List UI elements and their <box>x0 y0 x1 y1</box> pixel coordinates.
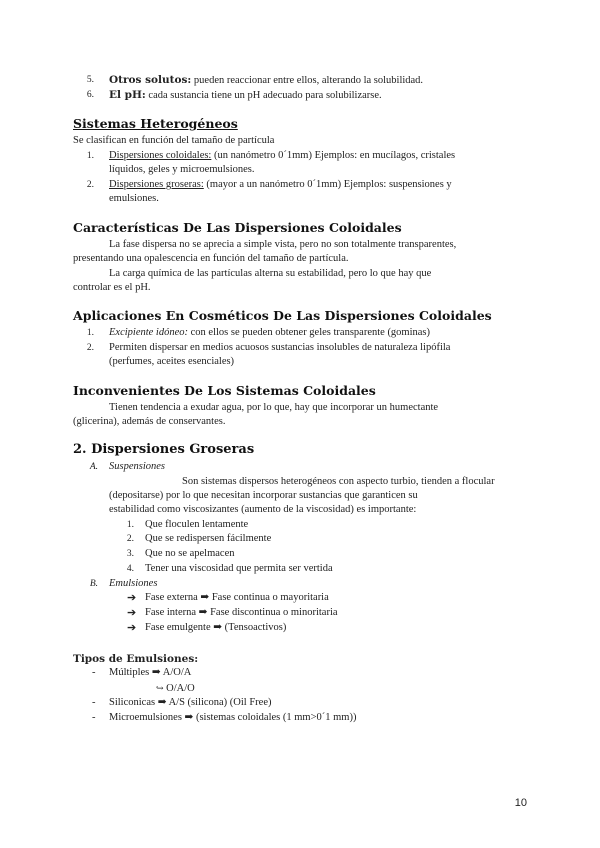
paragraph-text: Se clasifican en función del tamaño de partícula <box>73 135 275 146</box>
list-number: 2. <box>126 534 134 544</box>
list-item: Fase emulgente ➡ (Tensoactivos) <box>145 622 287 633</box>
section-heading-aplicaciones: Aplicaciones En Cosméticos De Las Dispersiones Coloidales <box>73 308 492 323</box>
list-text: pueden reaccionar entre ellos, alterando la solubilidad. <box>191 75 424 86</box>
page-number: 10 <box>514 797 527 809</box>
list-text: (un nanómetro 0´1mm) Ejemplos: en mucílagos, cristales <box>211 150 456 161</box>
list-number: 2. <box>86 180 94 190</box>
paragraph-text: controlar es el pH. <box>73 282 151 293</box>
section-heading-caracteristicas: Características De Las Dispersiones Coloidales <box>73 220 402 235</box>
section-heading-groseras: 2. Dispersiones Groseras <box>73 442 255 457</box>
list-item: Permiten dispersar en medios acuosos sustancias insolubles de naturaleza lipófila <box>109 342 451 353</box>
arrow-bullet-icon: ➔ <box>127 622 137 634</box>
list-term: Dispersiones groseras: <box>109 179 204 190</box>
list-item: Tener una viscosidad que permita ser vertida <box>145 563 333 574</box>
dash-bullet: - <box>92 697 96 708</box>
list-item-continuation: (perfumes, aceites esenciales) <box>109 356 235 367</box>
paragraph-text: La carga química de las partículas alterna su estabilidad, pero lo que hay que <box>109 268 432 279</box>
dash-bullet: - <box>92 667 96 678</box>
list-term: El pH: <box>109 89 146 101</box>
list-item: Siliconicas ➡ A/S (silicona) (Oil Free) <box>109 697 272 708</box>
paragraph-text: presentando una opalescencia en función del tamaño de partícula. <box>73 253 349 264</box>
heavy-arrow-icon: ➡ <box>200 592 210 603</box>
list-item-continuation: líquidos, geles y microemulsiones. <box>109 164 255 175</box>
list-item <box>109 88 382 103</box>
list-number: 4. <box>126 564 134 574</box>
list-number: 1. <box>86 328 94 338</box>
dash-bullet: - <box>92 712 96 723</box>
list-item: Fase externa ➡ Fase continua o mayoritaria <box>145 592 329 603</box>
list-item <box>109 73 423 88</box>
list-number: 2. <box>86 343 94 353</box>
list-item: Que floculen lentamente <box>145 519 249 530</box>
list-number: 6. <box>86 90 94 100</box>
paragraph-text: Tienen tendencia a exudar agua, por lo que, hay que incorporar un humectante <box>109 402 439 413</box>
list-text: (mayor a un nanómetro 0´1mm) Ejemplos: suspensiones y <box>203 179 452 190</box>
paragraph-text: Son sistemas dispersos heterogéneos con aspecto turbio, tienden a flocular <box>182 476 495 487</box>
list-number: 5. <box>86 75 94 85</box>
list-item <box>109 326 430 340</box>
subsection-title-emulsiones: Emulsiones <box>109 578 158 589</box>
list-number: 3. <box>126 549 134 559</box>
list-letter: A. <box>89 462 98 472</box>
list-term: Otros solutos: <box>109 74 192 86</box>
paragraph-text: (glicerina), además de conservantes. <box>73 416 226 427</box>
arrow-bullet-icon: ➔ <box>127 607 137 619</box>
list-number: 1. <box>126 520 134 530</box>
heavy-arrow-icon: ➡ <box>198 607 208 618</box>
list-item: ↪ O/A/O <box>156 683 195 694</box>
return-arrow-icon: ↪ <box>156 683 164 693</box>
list-letter: B. <box>89 579 98 589</box>
list-term: Dispersiones coloidales: <box>109 150 212 161</box>
list-number: 1. <box>86 151 94 161</box>
subsection-title-suspensiones: Suspensiones <box>109 461 165 472</box>
section-heading-heterogeneos: Sistemas Heterogéneos <box>73 116 238 131</box>
list-text: cada sustancia tiene un pH adecuado para solubilizarse. <box>145 90 382 101</box>
section-heading-tipos: Tipos de Emulsiones: <box>73 653 199 665</box>
list-text: con ellos se pueden obtener geles transparente (gominas) <box>188 327 431 338</box>
list-item <box>109 149 455 163</box>
list-item <box>109 178 452 192</box>
list-item: Múltiples ➡ A/O/A <box>109 667 192 678</box>
list-term: Excipiente idóneo: <box>109 327 189 338</box>
list-item-continuation: emulsiones. <box>109 193 159 204</box>
heavy-arrow-icon: ➡ <box>151 667 161 678</box>
paragraph-text: La fase dispersa no se aprecia a simple vista, pero no son totalmente transparentes, <box>109 239 457 250</box>
heavy-arrow-icon: ➡ <box>213 622 223 633</box>
heavy-arrow-icon: ➡ <box>157 697 167 708</box>
paragraph-text: estabilidad como viscosizantes (aumento de la viscosidad) es importante: <box>109 504 417 515</box>
list-item: Que se redispersen fácilmente <box>145 533 272 544</box>
list-item: Que no se apelmacen <box>145 548 235 559</box>
heavy-arrow-icon: ➡ <box>184 712 194 723</box>
list-item: Fase interna ➡ Fase discontinua o minoritaria <box>145 607 338 618</box>
section-heading-inconvenientes: Inconvenientes De Los Sistemas Coloidales <box>73 383 376 398</box>
arrow-bullet-icon: ➔ <box>127 592 137 604</box>
paragraph-text: (depositarse) por lo que necesitan incorporar sustancias que garanticen su <box>109 490 418 501</box>
list-item: Microemulsiones ➡ (sistemas coloidales (1 mm>0´1 mm)) <box>109 712 357 723</box>
